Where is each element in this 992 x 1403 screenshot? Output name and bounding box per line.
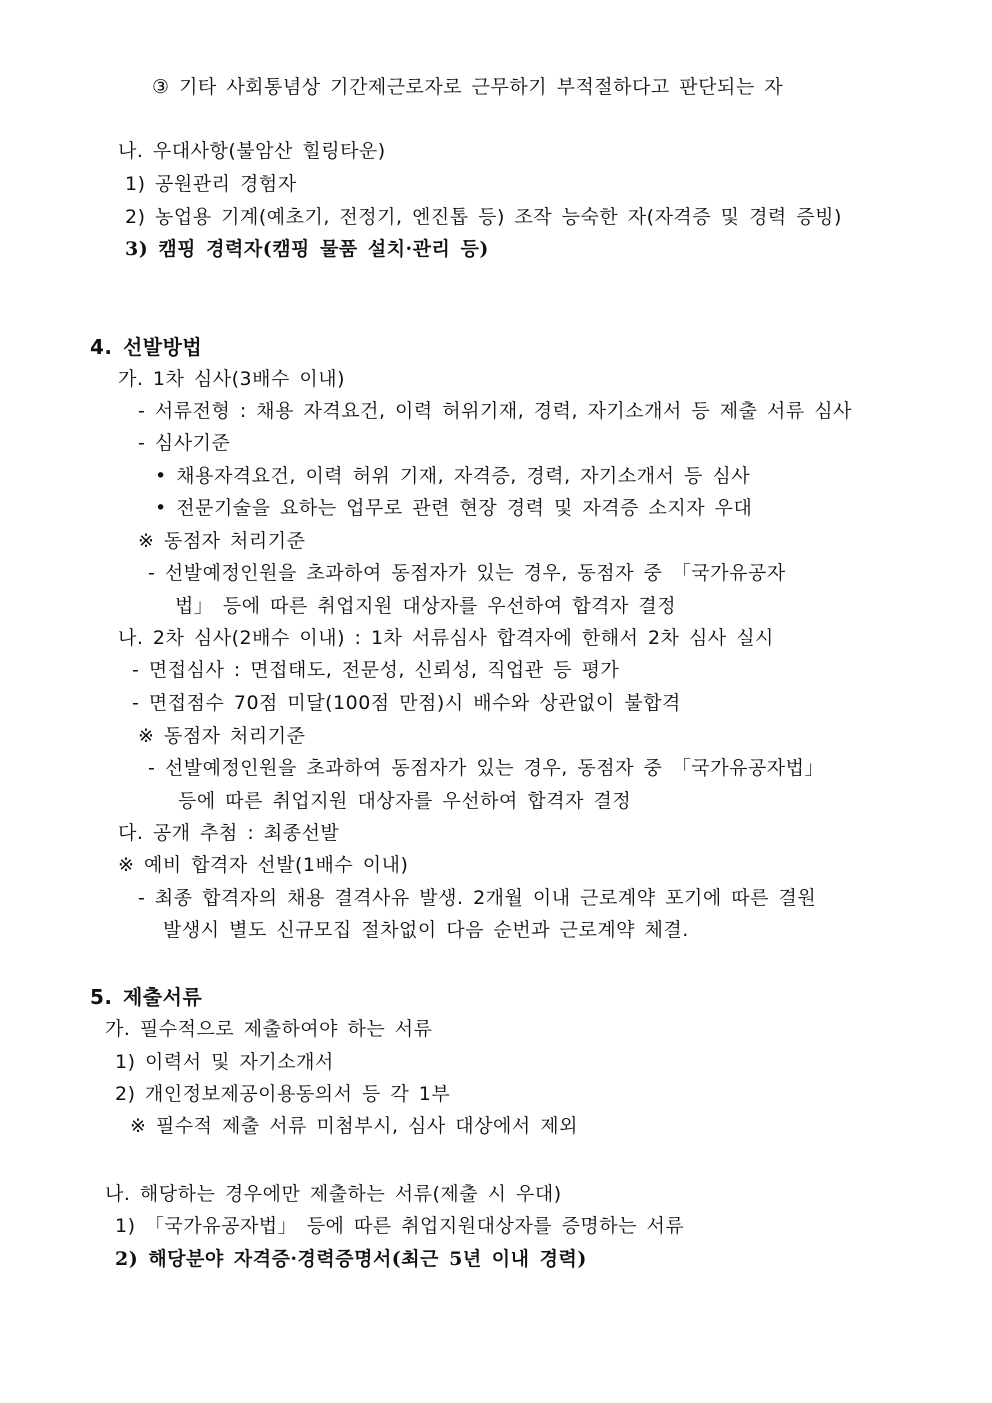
section-heading: 5. 제출서류 <box>90 985 203 1009</box>
text-line: 다. 공개 추첨 : 최종선발 <box>118 822 340 844</box>
text-line: 1) 「국가유공자법」 등에 따른 취업지원대상자를 증명하는 서류 <box>115 1215 685 1237</box>
text-line: 3) 캠핑 경력자(캠핑 물품 설치·관리 등) <box>125 238 489 260</box>
text-line: - 선발예정인원을 초과하여 동점자가 있는 경우, 동점자 중 「국가유공자법」 <box>148 757 824 779</box>
text-line: 발생시 별도 신규모집 절차없이 다음 순번과 근로계약 체결. <box>163 919 689 941</box>
text-line: 1) 공원관리 경험자 <box>125 173 297 195</box>
text-line: • 전문기술을 요하는 업무로 관련 현장 경력 및 자격증 소지자 우대 <box>155 497 753 519</box>
text-line: 2) 해당분야 자격증·경력증명서(최근 5년 이내 경력) <box>115 1248 587 1270</box>
text-line: - 최종 합격자의 채용 결격사유 발생. 2개월 이내 근로계약 포기에 따른 결원 <box>138 887 817 909</box>
text-line: 1) 이력서 및 자기소개서 <box>115 1051 334 1073</box>
text-line: ③ 기타 사회통념상 기간제근로자로 근무하기 부적절하다고 판단되는 자 <box>152 76 784 98</box>
section-heading: 4. 선발방법 <box>90 335 203 359</box>
text-line: ※ 예비 합격자 선발(1배수 이내) <box>118 854 409 876</box>
text-line: • 채용자격요건, 이력 허위 기재, 자격증, 경력, 자기소개서 등 심사 <box>155 465 751 487</box>
text-line: 나. 우대사항(불암산 힐링타운) <box>118 140 386 162</box>
text-line: - 심사기준 <box>138 432 231 454</box>
text-line: 2) 농업용 기계(예초기, 전정기, 엔진톱 등) 조작 능숙한 자(자격증 및 경력 증빙) <box>125 206 842 228</box>
text-line: 가. 필수적으로 제출하여야 하는 서류 <box>105 1018 433 1040</box>
text-line: - 서류전형 : 채용 자격요건, 이력 허위기재, 경력, 자기소개서 등 제출 서류 심사 <box>138 400 852 422</box>
text-line: ※ 동점자 처리기준 <box>138 530 306 552</box>
text-line: ※ 동점자 처리기준 <box>138 725 306 747</box>
text-line: - 선발예정인원을 초과하여 동점자가 있는 경우, 동점자 중 「국가유공자 <box>148 562 786 584</box>
text-line: 등에 따른 취업지원 대상자를 우선하여 합격자 결정 <box>178 790 632 812</box>
text-line: 가. 1차 심사(3배수 이내) <box>118 368 345 390</box>
text-line: 나. 해당하는 경우에만 제출하는 서류(제출 시 우대) <box>105 1183 562 1205</box>
text-line: ※ 필수적 제출 서류 미첨부시, 심사 대상에서 제외 <box>130 1115 578 1137</box>
text-line: 법」 등에 따른 취업지원 대상자를 우선하여 합격자 결정 <box>175 595 677 617</box>
text-line: - 면접심사 : 면접태도, 전문성, 신뢰성, 직업관 등 평가 <box>132 659 620 681</box>
text-line: - 면접점수 70점 미달(100점 만점)시 배수와 상관없이 불합격 <box>132 692 681 714</box>
text-line: 2) 개인정보제공이용동의서 등 각 1부 <box>115 1083 451 1105</box>
text-line: 나. 2차 심사(2배수 이내) : 1차 서류심사 합격자에 한해서 2차 심사 실시 <box>118 627 774 649</box>
